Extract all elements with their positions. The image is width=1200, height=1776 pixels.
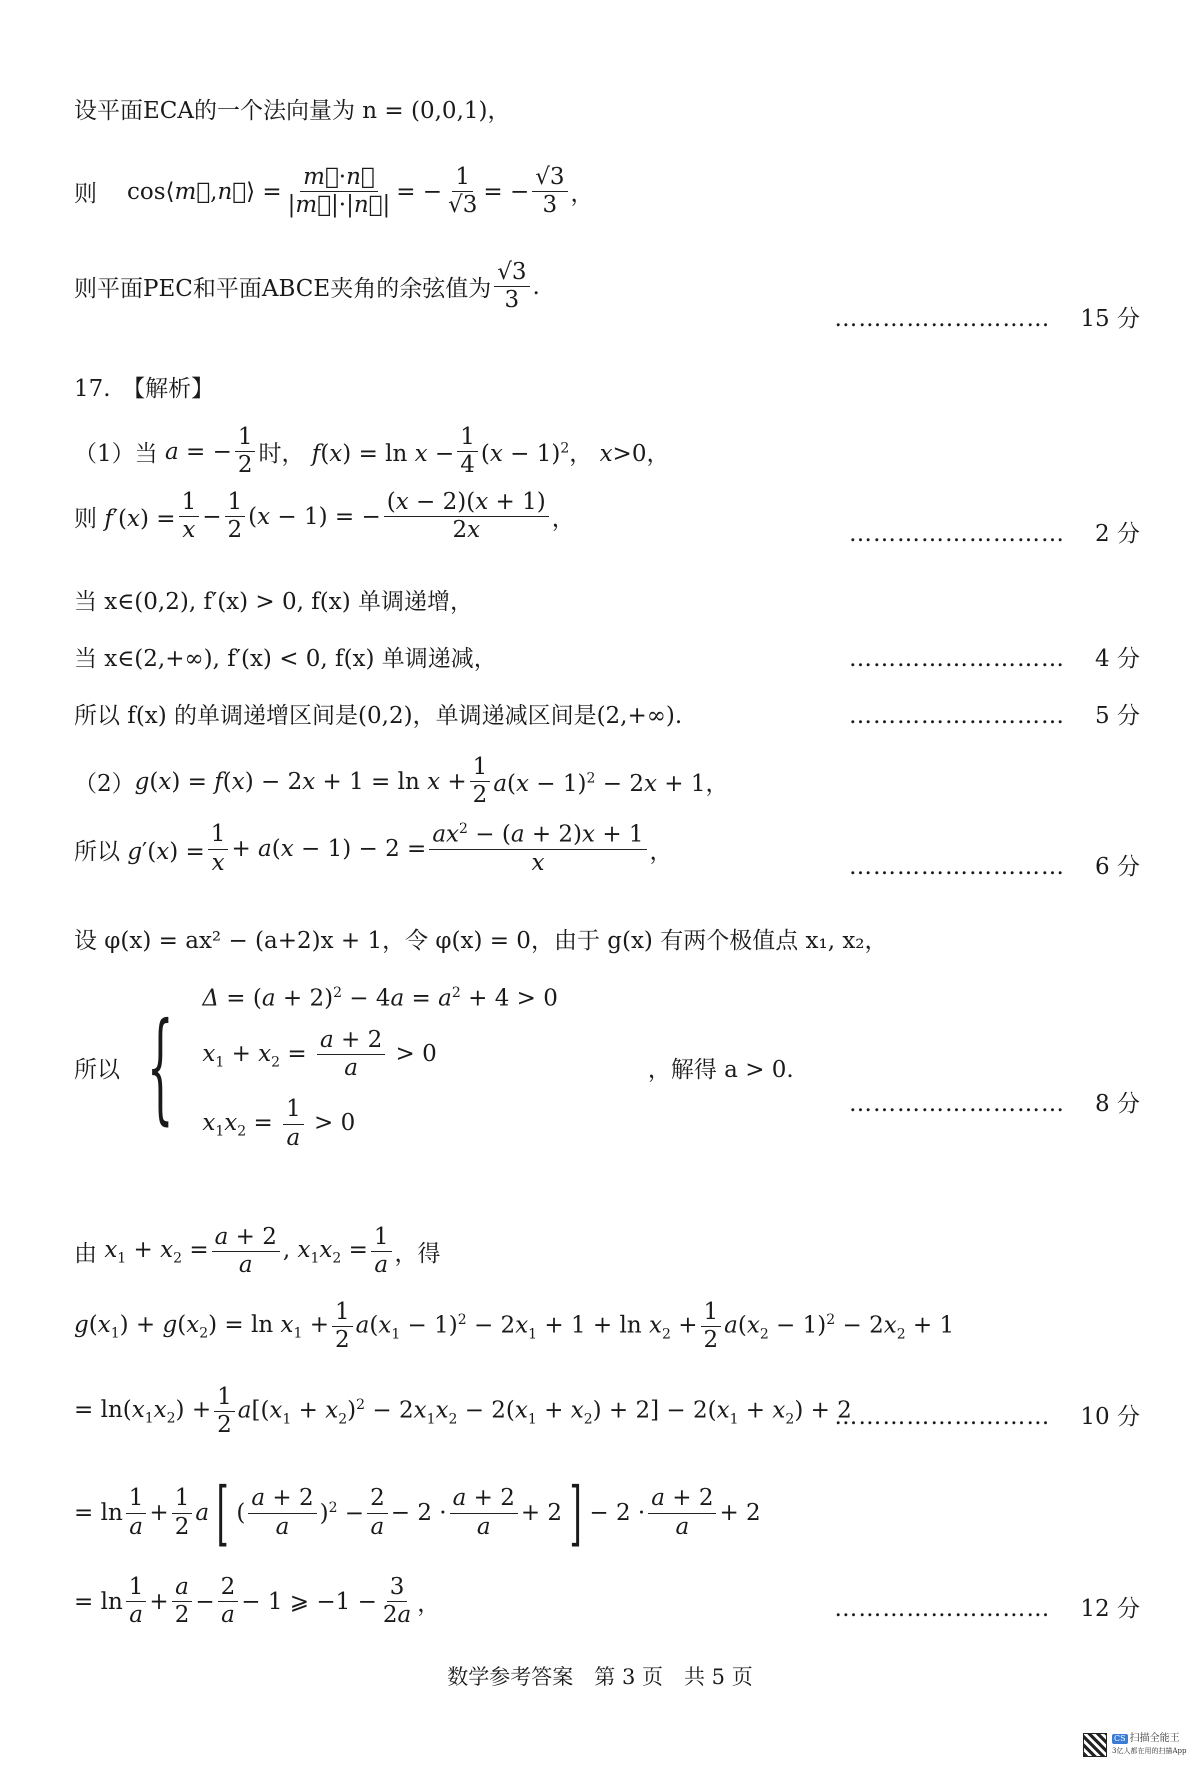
expand-line: = $\ln(x_1x_2)$ + $\frac{1}{2}$ $a[(x_1 + x_2)^2 - 2x_1x_2 - 2(x_1 + x_2) + 2] - 2(x_1 + x_2) + 2$ — [74, 1384, 852, 1439]
g-derivative-line: 所以 g′(x) = $\frac{1}{x}$ + a(x − 1) − 2 = $\frac{ax^2 - (a + 2)x + 1}{x}$ ， — [74, 821, 673, 876]
equation-system: $\Delta = (a + 2)^2 - 4a = a^2 + 4 > 0$ $x_1 + x_2$ = $\frac{a + 2}{a}$ > 0 $x_1x_2$ = $\frac{1}{a}$ > 0 — [202, 985, 558, 1151]
part1-line: （1）当 a = − $\frac{1}{2}$ 时， f(x) = ln x − $\frac{1}{4}$ $(x - 1)^2$， x>0， — [74, 424, 670, 479]
score-15 — [834, 300, 1140, 333]
scanner-watermark — [1112, 1733, 1186, 1757]
derivative-line: 则 f′(x) = $\frac{1}{x}$ − $\frac{1}{2}$ (x − 1) = − $\frac{(x - 2)(x + 1)}{2x}$ ， — [74, 489, 575, 544]
scanner-logo-icon: CS — [1114, 1734, 1126, 1743]
score-4 — [849, 640, 1140, 673]
question-17-heading — [74, 370, 214, 403]
brace-icon: { — [146, 997, 174, 1137]
cosine-formula-line: 则 cos⟨m⃗,n⃗⟩ = $\frac{m⃗\cdot n⃗}{|m⃗|\cdot|n⃗|}$ = − $\frac{1}{√3}$ = − $\frac{√3}{3}$ ， — [74, 164, 594, 219]
phi-line — [74, 922, 888, 955]
text: 17. 【解析】 — [74, 376, 215, 402]
text: 设 φ(x) = ax² − (a+2)x + 1，令 φ(x) = 0，由于 g(x) 有两个极值点 x₁, x₂， — [74, 928, 888, 954]
monotone-decreasing-line — [74, 640, 497, 673]
text: 则平面PEC和平面ABCE夹角的余弦值为 — [74, 276, 492, 303]
dots: ……………………… — [849, 1091, 1066, 1117]
score-text: 10 分 — [1080, 1404, 1140, 1430]
score-6 — [849, 848, 1140, 881]
score-5 — [849, 697, 1140, 730]
dots: ……………………… — [849, 854, 1066, 880]
score-8 — [849, 1085, 1140, 1118]
text: （1）当 — [74, 441, 158, 468]
score-2 — [849, 515, 1140, 548]
score-text: 12 分 — [1080, 1596, 1140, 1622]
brand-name: 扫描全能王 — [1129, 1733, 1180, 1744]
text: 所以 f(x) 的单调递增区间是(0,2)，单调递减区间是(2,+∞). — [74, 703, 683, 729]
score-text: 4 分 — [1095, 646, 1140, 672]
text: 则 — [74, 181, 97, 208]
sum-g-line: $g(x_1) + g(x_2) = \ln x_1$ + $\frac{1}{2}$ $a(x_1 - 1)^2 - 2x_1 + 1 + \ln x_2$ + $\frac{1}{2}$ $a(x_2 - 1)^2 - 2x_2 + 1$ — [74, 1299, 955, 1354]
dots: ……………………… — [834, 306, 1051, 332]
part2-line: （2） g(x) = f(x) − 2x + 1 = ln x + $\frac{1}{2}$ $a(x - 1)^2 - 2x + 1$， — [74, 754, 729, 809]
dots: ……………………… — [849, 646, 1066, 672]
dots: ……………………… — [834, 1404, 1051, 1430]
brand-tagline: 3亿人都在用的扫描App — [1112, 1747, 1187, 1755]
score-text: 8 分 — [1095, 1091, 1140, 1117]
text: 由 — [74, 1241, 97, 1268]
text: 所以 — [74, 1057, 120, 1084]
dots: ……………………… — [849, 703, 1066, 729]
cosine-result-line: 则平面PEC和平面ABCE夹角的余弦值为 $\frac{√3}{3}$ . — [74, 259, 540, 314]
interval-line — [74, 697, 682, 730]
page-footer: 数学参考答案 第 3 页 共 5 页 — [447, 1665, 753, 1689]
final-line: = ln $\frac{1}{a}$ + $\frac{a}{2}$ − $\frac{2}{a}$ − 1 ⩾ −1 − $\frac{3}{2a}$ ， — [74, 1574, 441, 1629]
dots: ……………………… — [849, 521, 1066, 547]
score-text: 15 分 — [1080, 306, 1140, 332]
vieta-line: 由 $x_1 + x_2$ = $\frac{a + 2}{a}$ , $x_1x_2$ = $\frac{1}{a}$ ，得 — [74, 1224, 441, 1279]
system-line — [74, 985, 794, 1151]
score-12 — [834, 1590, 1140, 1623]
text: 当 x∈(2,+∞), f′(x) < 0, f(x) 单调递减， — [74, 646, 497, 672]
score-text: 2 分 — [1095, 521, 1140, 547]
score-text: 6 分 — [1095, 854, 1140, 880]
score-text: 5 分 — [1095, 703, 1140, 729]
normal-vector-line — [74, 92, 510, 125]
text: 当 x∈(0,2), f′(x) > 0, f(x) 单调递增， — [74, 589, 473, 615]
qr-code-icon — [1083, 1733, 1107, 1757]
text: （2） — [74, 771, 135, 798]
dots: ……………………… — [834, 1596, 1051, 1622]
score-10 — [834, 1398, 1140, 1431]
text: ，解得 a > 0. — [647, 1057, 794, 1084]
monotone-increasing-line — [74, 583, 473, 616]
text: 设平面ECA的一个法向量为 n = (0,0,1)， — [74, 98, 511, 124]
substitute-line: = ln $\frac{1}{a}$ + $\frac{1}{2}$ a [ ( $\frac{a + 2}{a}$ )$^2$ − $\frac{2}{a}$ − 2 · $\frac{a + 2}{a}$ + 2 ] − 2 · $\frac{a + 2}{a}$ + 2 — [74, 1472, 761, 1554]
